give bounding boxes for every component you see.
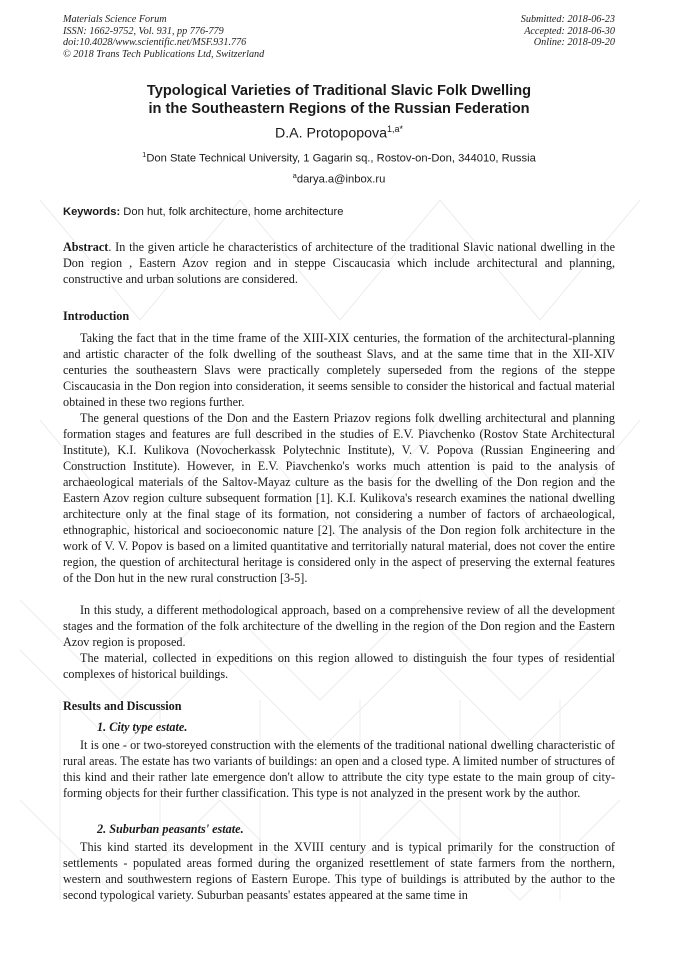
- paper-title: [0, 82, 678, 118]
- affiliation: [0, 150, 678, 165]
- affiliation-text: Don State Technical University, 1 Gagarin sq., Rostov-on-Don, 344010, Russia: [146, 152, 536, 165]
- journal-header: [63, 14, 264, 60]
- author-name: D.A. Protopopova: [274, 125, 387, 142]
- journal-issn: ISSN: 1662-9752, Vol. 931, pp 776-779: [63, 25, 224, 37]
- date-accepted: Accepted: 2018-06-30: [524, 25, 615, 37]
- paper-title-line-1: Typological Varieties of Traditional Slavic Folk Dwelling: [146, 83, 532, 99]
- results-paragraph-1: It is one - or two-storeyed construction with the elements of the traditional national dwelling characteristic of rural areas. The estate has two variants of buildings: an open and a closed type. A limited number of structures of this kind and their rather late emergence don't allow to attribute the city type estate to the main group of city-forming objects for their further classification. This type is not analyzed in the present work by the author.: [63, 738, 615, 800]
- paper-title-line-2: in the Southeastern Regions of the Russian Federation: [148, 101, 530, 117]
- keywords: [63, 206, 343, 218]
- author-sup: 1,a*: [386, 124, 403, 134]
- intro-paragraph-4: The material, collected in expeditions on this region allowed to distinguish the four types of residential complexes of historical buildings.: [63, 651, 615, 681]
- journal-doi: doi:10.4028/www.scientific.net/MSF.931.776: [63, 37, 247, 49]
- author-line: [0, 124, 678, 142]
- affiliation-sup: 1: [142, 150, 147, 159]
- abstract-label: Abstract: [63, 240, 109, 254]
- intro-paragraph-3: In this study, a different methodological approach, based on a comprehensive review of all the development stages and the formation of the folk architecture of the dwelling in the region of the Don region and the Eastern Azov region is proposed.: [63, 603, 615, 649]
- keywords-label: Keywords:: [63, 206, 121, 218]
- journal-copyright: © 2018 Trans Tech Publications Ltd, Switzerland: [63, 48, 265, 60]
- email-sup: a: [292, 171, 297, 180]
- section-heading-introduction: Introduction: [63, 309, 130, 323]
- abstract: [63, 239, 615, 287]
- keywords-text: Don hut, folk architecture, home architecture: [120, 206, 344, 218]
- date-submitted: Submitted: 2018-06-23: [520, 14, 615, 25]
- dates-header: [521, 14, 615, 49]
- subsection-heading-suburban: 2. Suburban peasants' estate.: [97, 822, 244, 836]
- results-paragraph-2: This kind started its development in the XVIII century and is typical primarily for the construction of settlements - populated areas formed during the organized resettlement of state farmers from the northern, western and southwestern regions of Eastern Europe. This type of buildings is attributed by the author to the second typological variety. Suburban peasants' estates appeared at the same time in: [63, 840, 615, 902]
- journal-name: Materials Science Forum: [63, 14, 167, 25]
- abstract-text: . In the given article he characteristics of architecture of the traditional Slavic national dwelling in the Don region , Eastern Azov region and in steppe Ciscaucasia which include architectural and planning, constructive and urban solutions are considered.: [63, 240, 615, 286]
- intro-paragraph-1: Taking the fact that in the time frame of the XIII-XIX centuries, the formation of the architectural-planning and artistic character of the folk dwelling of the southeast Slavs, and at the same time that in the XII-XIV centuries the southeastern Slavs were practically completely superseded from the regions of the steppe Ciscaucasia in the Don region into consideration, it seems sensible to consider the historical and factual material obtained in these two regions further.: [63, 331, 615, 409]
- intro-paragraph-2: The general questions of the Don and the Eastern Priazov regions folk dwelling architectural and planning formation stages and features are full described in the studies of E.V. Piavchenko (Rostov State Architectural Institute), K.I. Kulikova (Novocherkassk Polytechnic Institute), V. V. Popova (Russian Engineering and Construction Institute). However, in E.V. Piavchenko's works much attention is paid to the analysis of archaeological materials of the Saltov-Mayaz culture as the basis for the dwelling of the Don region and the Eastern Azov region culture subsequent formation [1]. K.I. Kulikova's research examines the national dwelling architecture only at the final stage of its formation, not considering a number of factors of archaeological, ethnographic, historical and socioeconomic nature [2]. The analysis of the Don region folk architecture in the work of V. V. Popov is based on a limited quantitative and territorially natural material, does not cover the entire region, the question of architectural heritage is considered only in the aspect of preserving the external features of the Don hut in the new rural construction [3-5].: [63, 411, 615, 585]
- email-text: darya.a@inbox.ru: [296, 173, 386, 186]
- date-online: Online: 2018-09-20: [533, 37, 615, 49]
- author-email: [0, 171, 678, 186]
- section-heading-results: Results and Discussion: [63, 699, 182, 713]
- subsection-heading-city-type: 1. City type estate.: [97, 720, 188, 734]
